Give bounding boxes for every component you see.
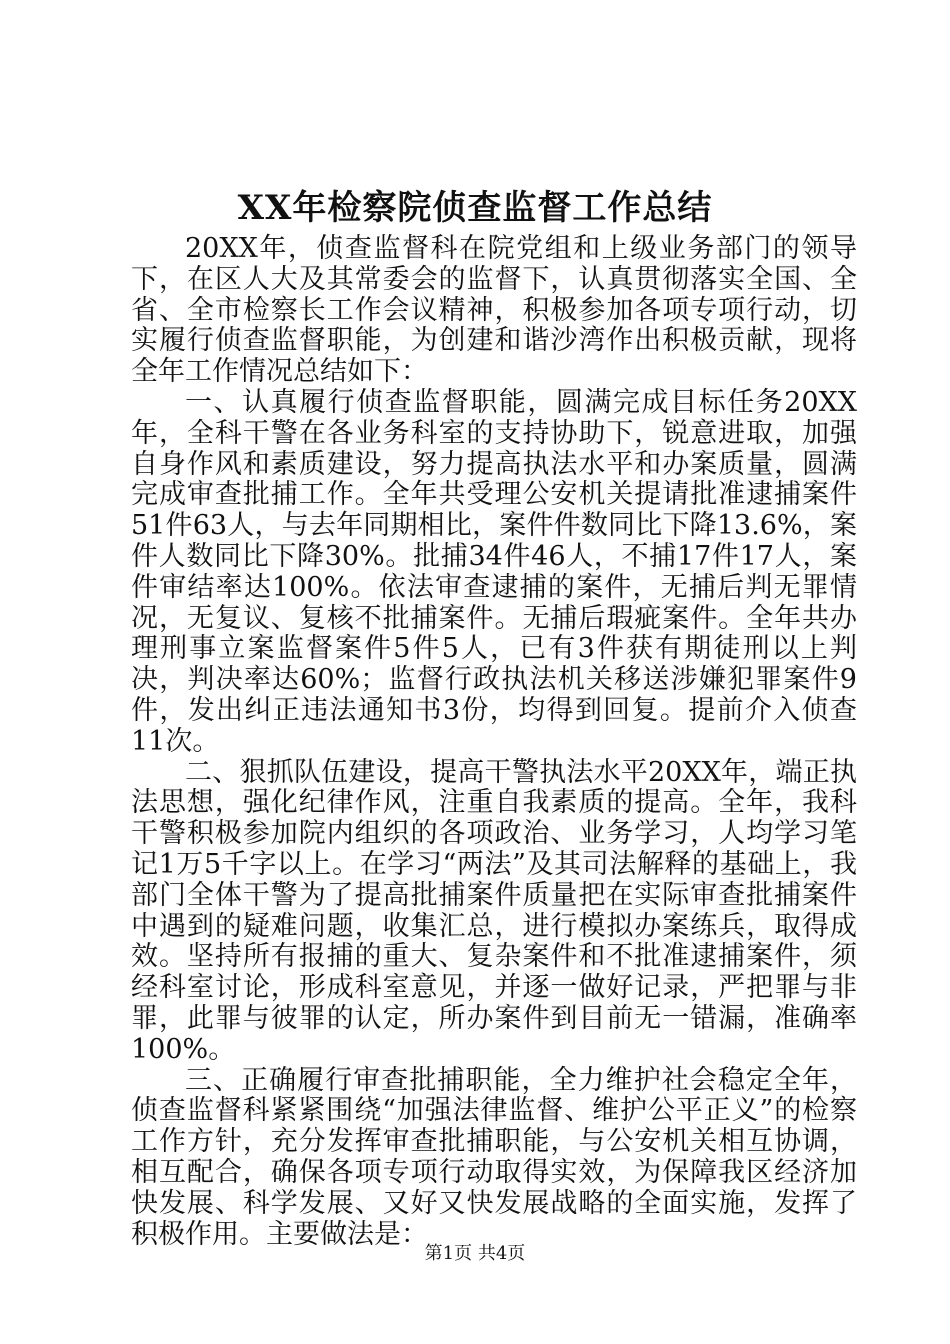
document-title: XX年检察院侦查监督工作总结 (237, 188, 713, 228)
section-three-paragraph: 三、正确履行审查批捕职能，全力维护社会稳定全年，侦查监督科紧紧围绕“加强法律监督、维护公平正义”的检察工作方针，充分发挥审查批捕职能，与公安机关相互协调，相互配合，确保各项专项行动取得实效，为保障我区经济加快发展、科学发展、又好又快发展战略的全面实施，发挥了积极作用。主要做法是： (131, 1064, 857, 1250)
document-body (131, 234, 857, 1250)
section-two-paragraph: 二、狠抓队伍建设，提高干警执法水平20XX年，端正执法思想，强化纪律作风，注重自我素质的提高。全年，我科干警积极参加院内组织的各项政治、业务学习，人均学习笔记1万5千字以上。在学习“两法”及其司法解释的基础上，我部门全体干警为了提高批捕案件质量把在实际审查批捕案件中遇到的疑难问题，收集汇总，进行模拟办案练兵，取得成效。坚持所有报捕的重大、复杂案件和不批准逮捕案件，须经科室讨论，形成科室意见，并逐一做好记录，严把罪与非罪，此罪与彼罪的认定，所办案件到目前无一错漏，准确率100%。 (131, 756, 857, 1065)
page-number-footer: 第1页 共4页 (424, 1243, 526, 1264)
section-one-paragraph: 一、认真履行侦查监督职能，圆满完成目标任务20XX年，全科干警在各业务科室的支持协助下，锐意进取，加强自身作风和素质建设，努力提高执法水平和办案质量，圆满完成审查批捕工作。全年共受理公安机关提请批准逮捕案件51件63人，与去年同期相比，案件件数同比下降13.6%，案件人数同比下降30%。批捕34件46人，不捕17件17人，案件审结率达100%。依法审查逮捕的案件，无捕后判无罪情况，无复议、复核不批捕案件。无捕后瑕疵案件。全年共办理刑事立案监督案件5件5人，已有3件获有期徒刑以上判决，判决率达60%；监督行政执法机关移送涉嫌犯罪案件9件，发出纠正违法通知书3份，均得到回复。提前介入侦查11次。 (131, 386, 857, 757)
intro-paragraph: 20XX年，侦查监督科在院党组和上级业务部门的领导下，在区人大及其常委会的监督下，认真贯彻落实全国、全省、全市检察长工作会议精神，积极参加各项专项行动，切实履行侦查监督职能，为创建和谐沙湾作出积极贡献，现将全年工作情况总结如下： (131, 233, 857, 388)
